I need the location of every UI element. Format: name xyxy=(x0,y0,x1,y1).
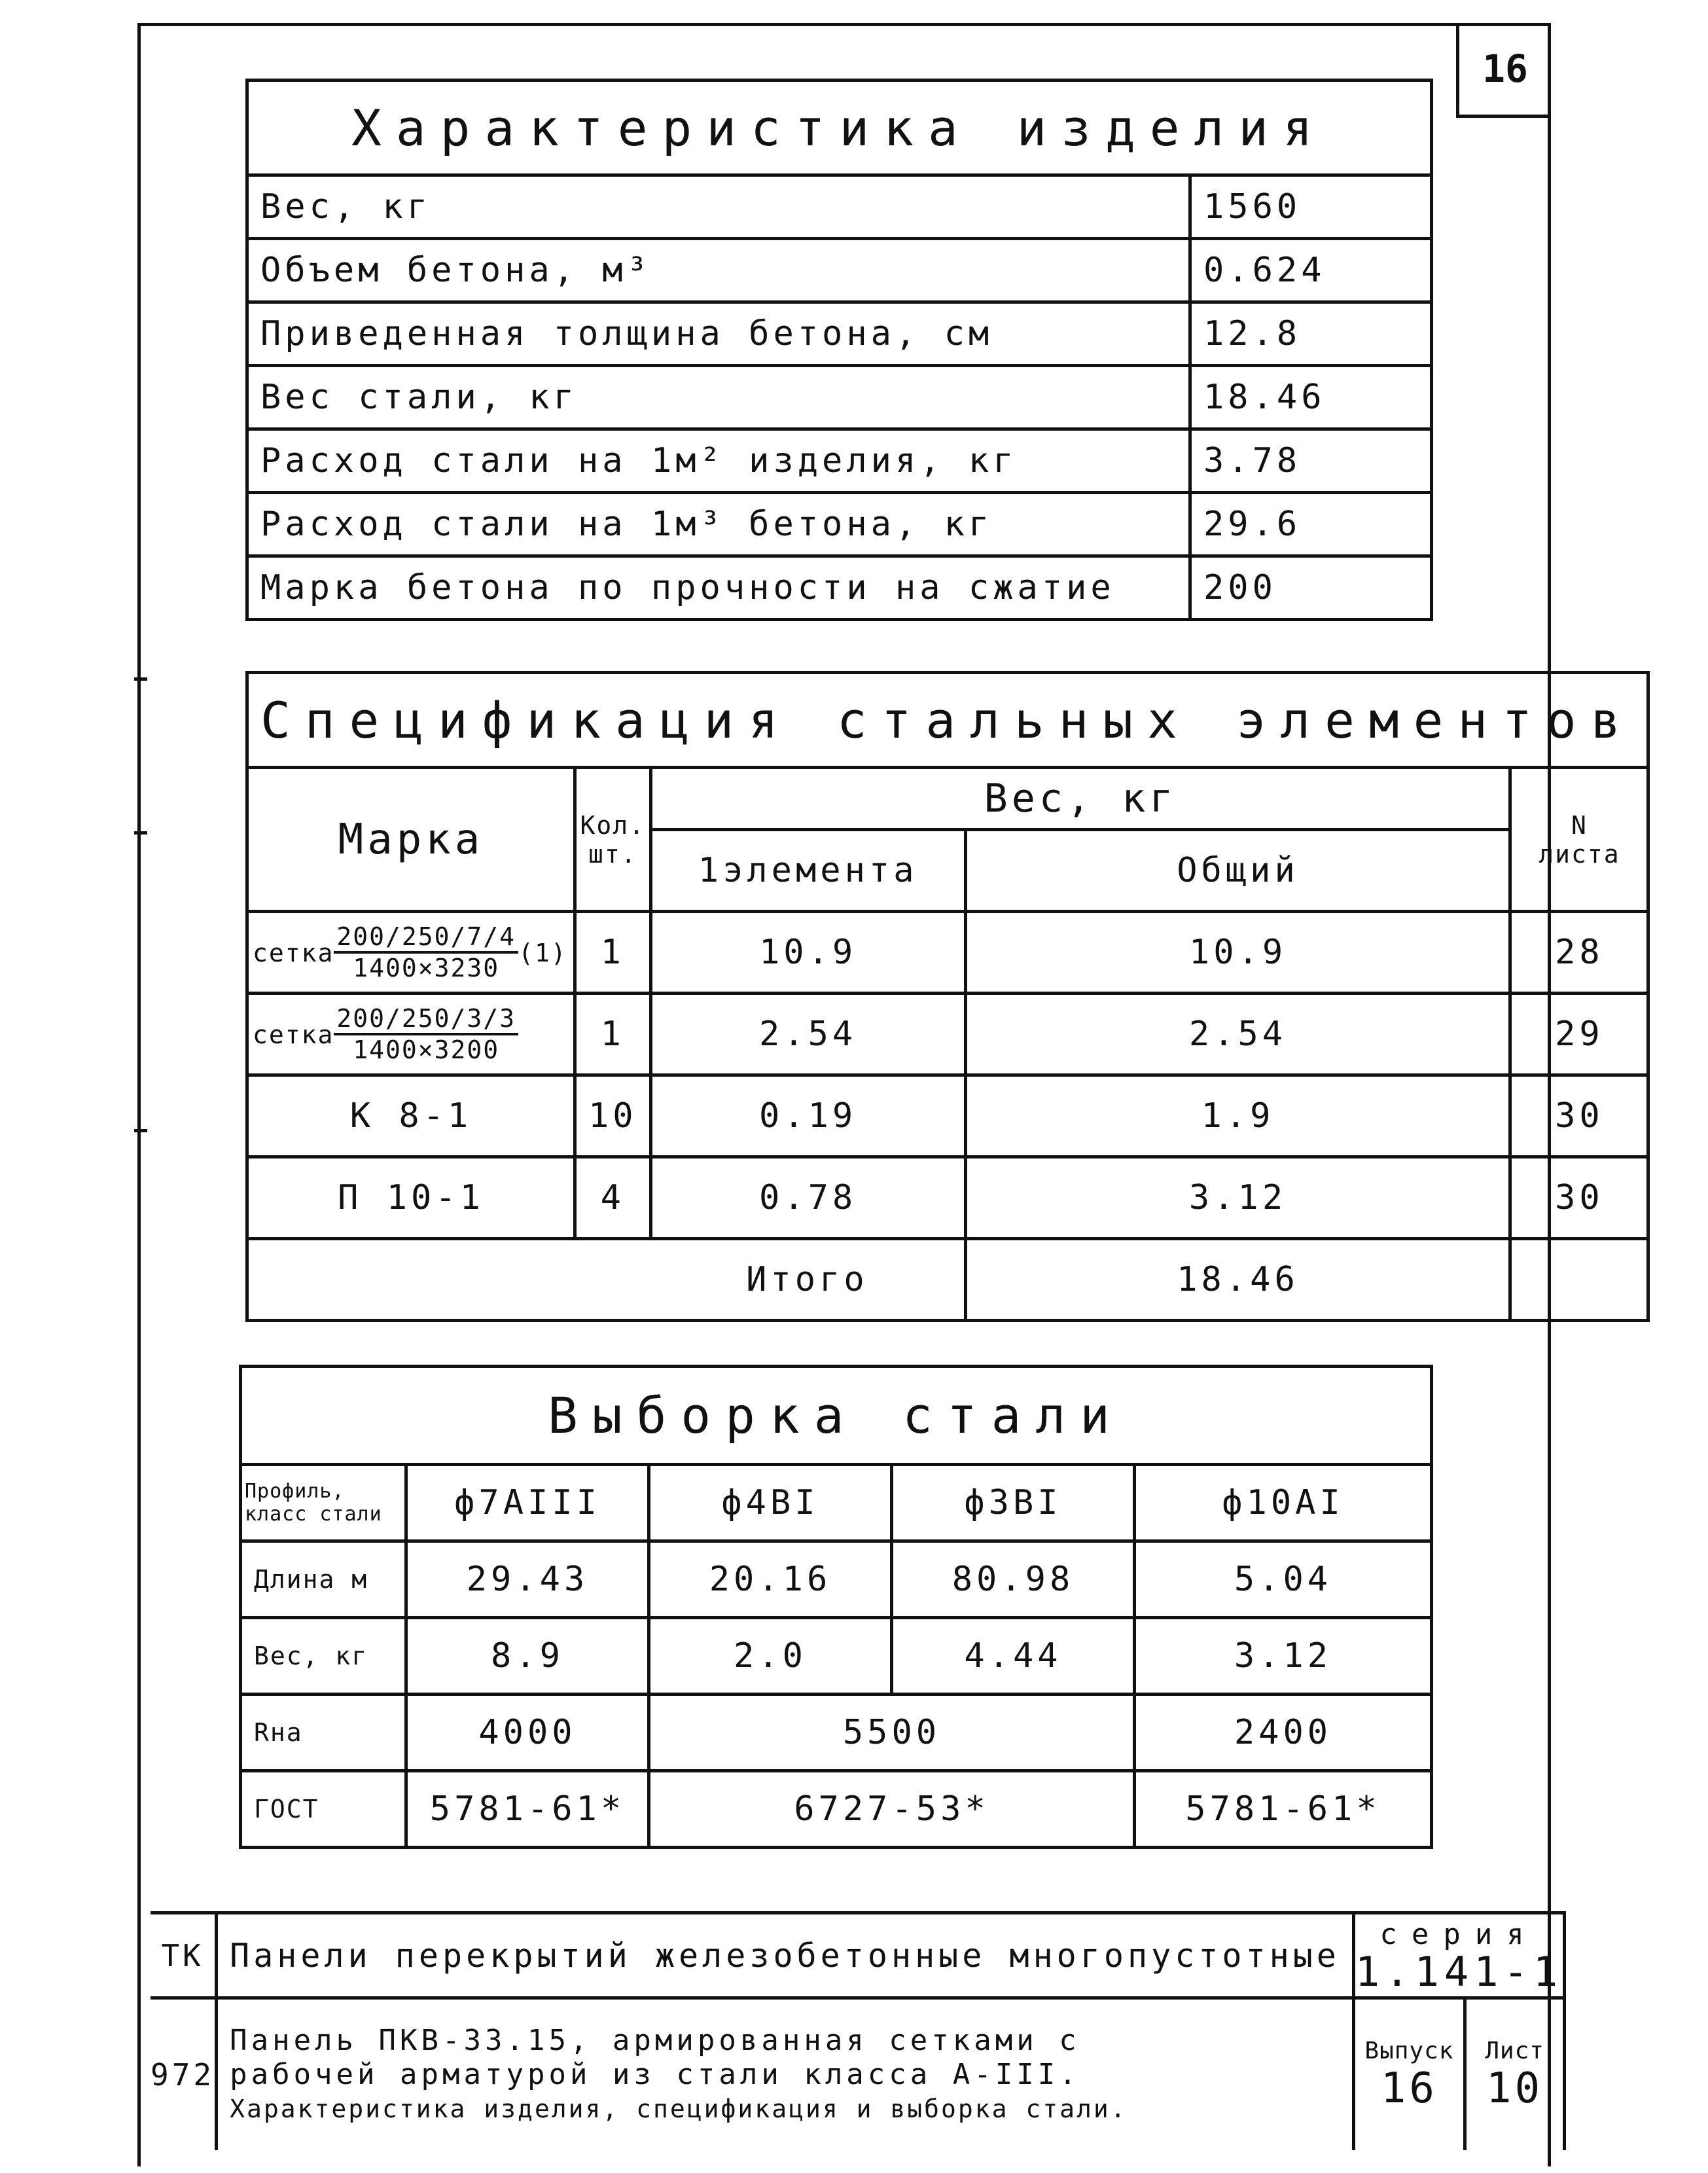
header-total: Общий xyxy=(965,830,1510,912)
ra-label: Rнa xyxy=(241,1695,406,1771)
table-row xyxy=(241,1695,1432,1771)
margin-tick xyxy=(134,1129,147,1132)
profile-cell: ф7АIII xyxy=(406,1465,649,1541)
weight-cell: 8.9 xyxy=(406,1618,649,1695)
description-line: рабочей арматурой из стали класса А-III. xyxy=(230,2058,1080,2091)
stamp-description xyxy=(217,1998,1354,2151)
total-weight-cell: 3.12 xyxy=(965,1157,1510,1239)
row-label: Расход стали на 1м² изделия, кг xyxy=(247,429,1190,493)
characteristics-title: Характеристика изделия xyxy=(247,81,1432,175)
steel-title: Выборка стали xyxy=(241,1367,1432,1465)
gost-cell: 5781-61* xyxy=(406,1771,649,1848)
table-row xyxy=(247,1075,1648,1157)
issue-cell xyxy=(1353,1998,1465,2151)
empty-cell xyxy=(1510,1239,1648,1321)
qty-cell: 1 xyxy=(575,912,651,994)
issue-label: Выпуск xyxy=(1364,2037,1454,2064)
table-row xyxy=(247,994,1648,1075)
qty-cell: 4 xyxy=(575,1157,651,1239)
length-label: Длина м xyxy=(241,1541,406,1618)
description-line: Панель ПКВ-33.15, армированная сетками с xyxy=(230,2024,1080,2057)
element-weight-cell: 0.19 xyxy=(650,1075,965,1157)
sheet-label: Лист xyxy=(1485,2037,1544,2064)
empty-cell xyxy=(247,1239,651,1321)
fraction-numerator: 200/250/7/4 xyxy=(334,922,518,954)
row-value: 3.78 xyxy=(1190,429,1432,493)
length-cell: 20.16 xyxy=(649,1541,892,1618)
table-row xyxy=(247,429,1432,493)
stamp-title: Панели перекрытий железобетонные многопустотные xyxy=(217,1913,1354,1998)
steel-selection-table xyxy=(239,1365,1433,1849)
header-sheet: N листа xyxy=(1510,768,1648,912)
row-label: Расход стали на 1м³ бетона, кг xyxy=(247,493,1190,556)
specification-table xyxy=(245,671,1650,1322)
row-label: Марка бетона по прочности на сжатие xyxy=(247,556,1190,620)
fraction-denominator: 1400×3230 xyxy=(353,954,500,982)
ra-cell: 5500 xyxy=(649,1695,1135,1771)
row-label: Объем бетона, м³ xyxy=(247,239,1190,302)
profile-cell: ф3ВI xyxy=(892,1465,1135,1541)
margin-tick xyxy=(134,831,147,835)
profile-cell: ф4ВI xyxy=(649,1465,892,1541)
mark-cell: П 10-1 xyxy=(247,1157,575,1239)
sheet-value: 10 xyxy=(1486,2064,1544,2113)
element-weight-cell: 10.9 xyxy=(650,912,965,994)
specification-title: Спецификация стальных элементов xyxy=(247,673,1648,768)
table-row xyxy=(247,302,1432,366)
code-top: ТК xyxy=(151,1913,217,1998)
issue-value: 16 xyxy=(1380,2064,1438,2113)
series-value: 1.141-1 xyxy=(1355,1947,1563,1996)
length-cell: 29.43 xyxy=(406,1541,649,1618)
element-weight-cell: 0.78 xyxy=(650,1157,965,1239)
row-label: Вес стали, кг xyxy=(247,366,1190,429)
table-row xyxy=(241,1465,1432,1541)
total-label: Итого xyxy=(650,1239,965,1321)
fraction-numerator: 200/250/3/3 xyxy=(334,1004,518,1035)
weight-cell: 2.0 xyxy=(649,1618,892,1695)
gost-cell: 6727-53* xyxy=(649,1771,1135,1848)
mark-fraction xyxy=(334,1004,518,1064)
weight-label: Вес, кг xyxy=(241,1618,406,1695)
total-row xyxy=(247,1239,1648,1321)
series-cell xyxy=(1353,1913,1564,1998)
mark-prefix: сетка xyxy=(253,1020,334,1049)
ra-cell: 4000 xyxy=(406,1695,649,1771)
gost-label: ГОСТ xyxy=(241,1771,406,1848)
table-row xyxy=(247,366,1432,429)
table-row xyxy=(241,1618,1432,1695)
row-value: 1560 xyxy=(1190,175,1432,239)
gost-cell: 5781-61* xyxy=(1135,1771,1432,1848)
weight-cell: 4.44 xyxy=(892,1618,1135,1695)
table-row xyxy=(247,912,1648,994)
code-bottom: 972 xyxy=(151,1998,217,2151)
mark-fraction xyxy=(334,922,518,982)
total-value: 18.46 xyxy=(965,1239,1510,1321)
row-label: Вес, кг xyxy=(247,175,1190,239)
header-mark: Марка xyxy=(247,768,575,912)
weight-cell: 3.12 xyxy=(1135,1618,1432,1695)
description-line: Характеристика изделия, спецификация и выборка стали. xyxy=(230,2094,1128,2123)
total-weight-cell: 2.54 xyxy=(965,994,1510,1075)
margin-tick xyxy=(134,677,147,681)
table-row xyxy=(247,556,1432,620)
sheet-cell xyxy=(1465,1998,1564,2151)
row-value: 18.46 xyxy=(1190,366,1432,429)
table-row xyxy=(247,1157,1648,1239)
header-qty: Кол. шт. xyxy=(575,768,651,912)
length-cell: 80.98 xyxy=(892,1541,1135,1618)
sheet-cell: 30 xyxy=(1510,1157,1648,1239)
total-weight-cell: 1.9 xyxy=(965,1075,1510,1157)
mark-cell xyxy=(247,994,575,1075)
sheet-cell: 28 xyxy=(1510,912,1648,994)
sheet-cell: 29 xyxy=(1510,994,1648,1075)
table-row xyxy=(241,1541,1432,1618)
row-value: 12.8 xyxy=(1190,302,1432,366)
row-value: 29.6 xyxy=(1190,493,1432,556)
series-label: серия xyxy=(1379,1917,1539,1951)
ra-cell: 2400 xyxy=(1135,1695,1432,1771)
total-weight-cell: 10.9 xyxy=(965,912,1510,994)
length-cell: 5.04 xyxy=(1135,1541,1432,1618)
sheet-cell: 30 xyxy=(1510,1075,1648,1157)
qty-cell: 1 xyxy=(575,994,651,1075)
mark-prefix: сетка xyxy=(253,939,334,967)
row-value: 200 xyxy=(1190,556,1432,620)
mark-cell: К 8-1 xyxy=(247,1075,575,1157)
table-row xyxy=(241,1771,1432,1848)
table-row xyxy=(247,175,1432,239)
mark-suffix: (1) xyxy=(518,939,567,967)
profile-cell: ф10АI xyxy=(1135,1465,1432,1541)
characteristics-table xyxy=(245,79,1433,621)
title-block xyxy=(151,1911,1566,2150)
table-row xyxy=(247,239,1432,302)
table-row xyxy=(247,493,1432,556)
row-value: 0.624 xyxy=(1190,239,1432,302)
mark-cell xyxy=(247,912,575,994)
qty-cell: 10 xyxy=(575,1075,651,1157)
header-weight: Вес, кг xyxy=(650,768,1510,830)
header-element: 1элемента xyxy=(650,830,965,912)
element-weight-cell: 2.54 xyxy=(650,994,965,1075)
profile-label: Профиль, класс стали xyxy=(241,1465,406,1541)
page-number: 16 xyxy=(1456,23,1551,118)
fraction-denominator: 1400×3200 xyxy=(353,1035,500,1064)
row-label: Приведенная толщина бетона, см xyxy=(247,302,1190,366)
